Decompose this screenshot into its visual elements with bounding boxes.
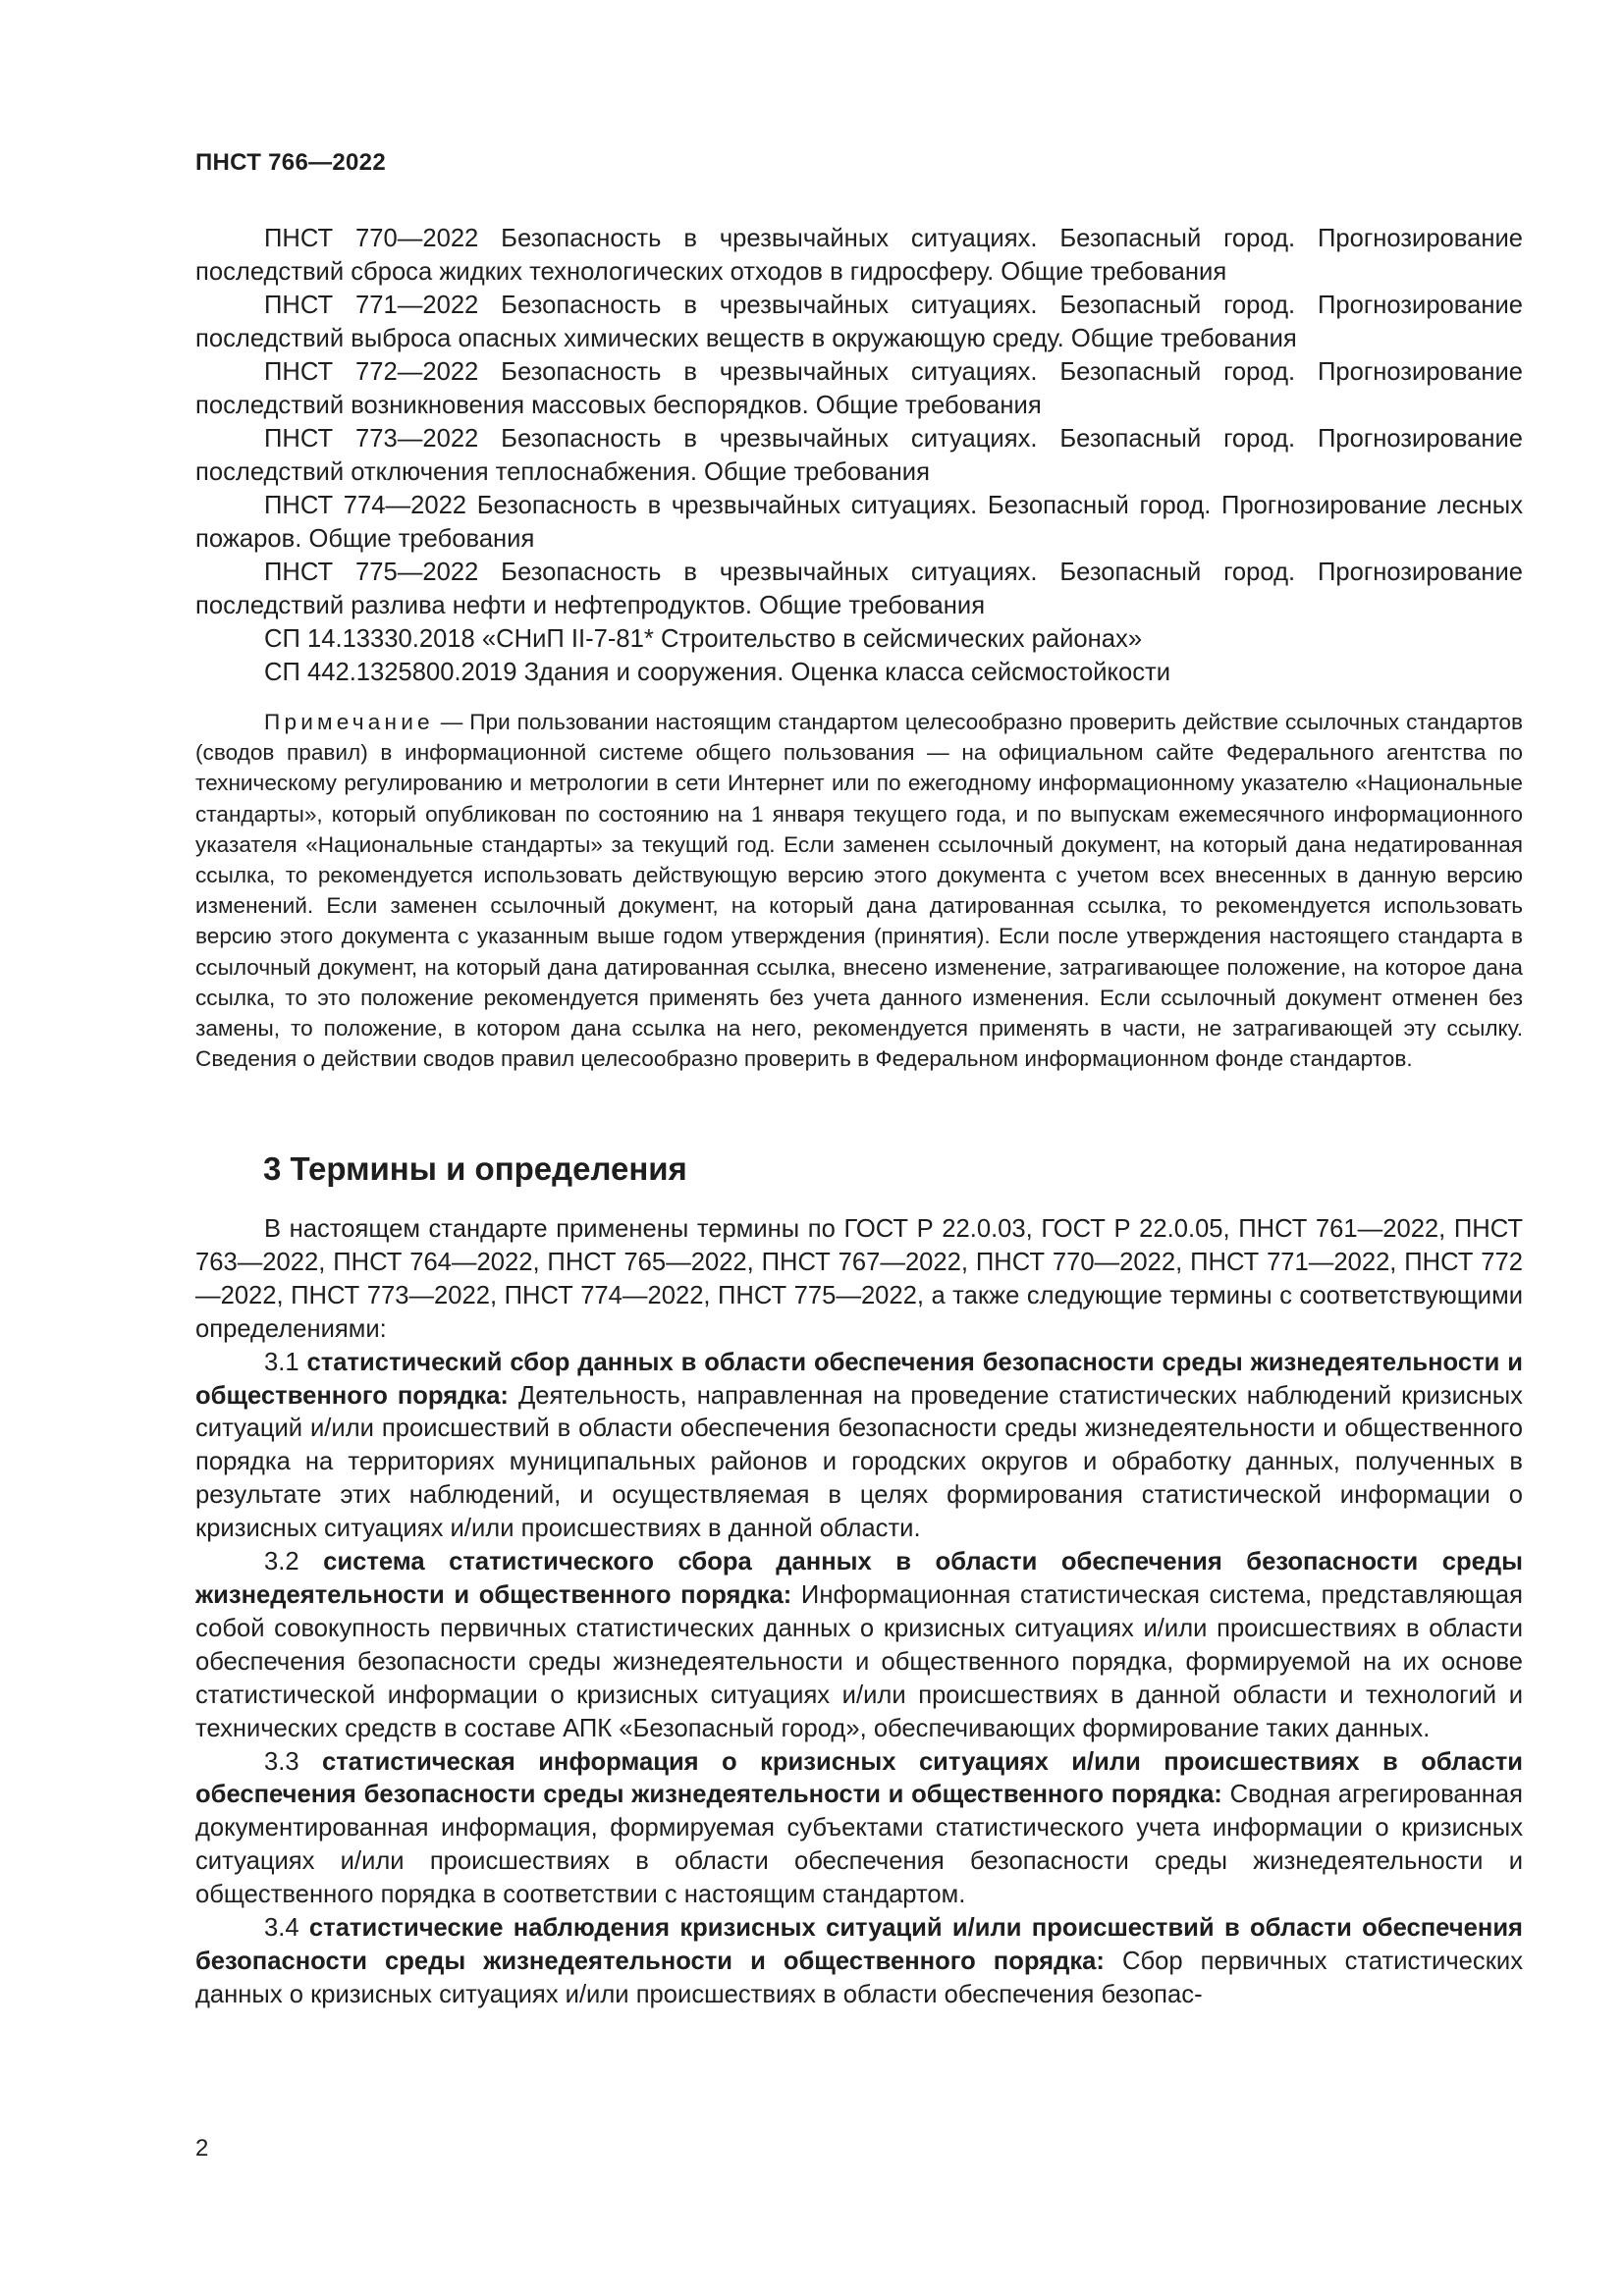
term-entry [195,1347,1523,1546]
page-number: 2 [195,2135,209,2162]
term-definition: Деятельность, направленная на проведение статистических наблюдений кризисных ситуаций и/или происшествий в области обеспечения безопасности среды жизнедеятельности и общественного порядка на территориях муниципальных районов и городских округов и обработку данных, полученных в результате этих наблюдений, и осуществляемая в целях формирования статистической информации о кризисных ситуациях и/или происшествиях в данной области. [195,1381,1523,1543]
normative-references-list [195,222,1523,689]
term-name: статистический сбор данных в области обеспечения безопасности среды жизнедеятельности и общественного порядка: [195,1348,1523,1410]
term-number: 3.4 [264,1914,299,1943]
term-definition: Сводная агрегированная документированная информация, формируемая субъектами статистического учета информации о кризисных ситуациях и/или происшествиях в области обеспечения безопасности среды жизнедеятельности и общественного порядка в соответствии с настоящим стандартом. [195,1781,1523,1909]
section-intro: В настоящем стандарте применены термины по ГОСТ Р 22.0.03, ГОСТ Р 22.0.05, ПНСТ 761—2022, ПНСТ 763—2022, ПНСТ 764—2022, ПНСТ 765—2022, ПНСТ 767—2022, ПНСТ 770—2022, ПНСТ 771—2022, ПНСТ 772—2022, ПНСТ 773—2022, ПНСТ 774—2022, ПНСТ 775—2022, а также следующие термины с соответствующими определениями: [195,1215,1523,1343]
term-definition: Сбор первичных статистических данных о кризисных ситуациях и/или происшествиях в области обеспечения безопас- [195,1947,1523,2008]
reference-item: ПНСТ 770—2022 Безопасность в чрезвычайных ситуациях. Безопасный город. Прогнозирование последствий сброса жидких технологических отходов в гидросферу. Общие требования [195,225,1523,286]
references-note [195,707,1523,1074]
term-name: система статистического сбора данных в области обеспечения безопасности среды жизнедеятельности и общественного порядка: [195,1548,1523,1609]
note-text: — При пользовании настоящим стандартом целесообразно проверить действие ссылочных стандартов (сводов правил) в информационной системе общего пользования — на официальном сайте Федерального агентства по техническому регулированию и метрологии в сети Интернет или по ежегодному информационному указателю «Национальные стандарты», который опубликован по состоянию на 1 января текущего года, и по выпускам ежемесячного информационного указателя «Национальные стандарты» за текущий год. Если заменен ссылочный документ, на который дана недатированная ссылка, то рекомендуется использовать действующую версию этого документа с учетом всех внесенных в данную версию изменений. Если заменен ссылочный документ, на который дана датированная ссылка, то рекомендуется использовать версию этого документа с указанным выше годом утверждения (принятия). Если после утверждения настоящего стандарта в ссылочный документ, на который дана датированная ссылка, внесено изменение, затрагивающее положение, на которое дана ссылка, то это положение рекомендуется применять без учета данного изменения. Если ссылочный документ отменен без замены, то положение, в котором дана ссылка на него, рекомендуется применять в части, не затрагивающей эту ссылку. Сведения о действии сводов правил целесообразно проверить в Федеральном информационном фонде стандартов. [195,710,1523,1072]
note-paragraph [195,707,1523,1074]
terms-section [195,1213,1523,2012]
reference-item: ПНСТ 773—2022 Безопасность в чрезвычайных ситуациях. Безопасный город. Прогнозирование последствий отключения теплоснабжения. Общие требования [195,425,1523,486]
reference-item: ПНСТ 775—2022 Безопасность в чрезвычайных ситуациях. Безопасный город. Прогнозирование последствий разлива нефти и нефтепродуктов. Общие требования [195,559,1523,619]
term-entry [195,1746,1523,1913]
reference-item: СП 14.13330.2018 «СНиП II-7-81* Строительство в сейсмических районах» [264,625,1143,653]
note-label: Примечание [264,710,434,734]
term-number: 3.3 [264,1747,299,1776]
term-entry [195,1912,1523,2012]
term-number: 3.2 [264,1548,299,1576]
reference-item: ПНСТ 772—2022 Безопасность в чрезвычайных ситуациях. Безопасный город. Прогнозирование последствий возникновения массовых беспорядков. Общие требования [195,358,1523,419]
term-number: 3.1 [264,1348,299,1376]
reference-item: СП 442.1325800.2019 Здания и сооружения. Оценка класса сейсмостойкости [264,659,1171,686]
term-entry [195,1546,1523,1745]
term-name: статистическая информация о кризисных ситуациях и/или происшествиях в области обеспечения безопасности среды жизнедеятельности и общественного порядка: [195,1747,1523,1809]
term-name: статистические наблюдения кризисных ситуаций и/или происшествий в области обеспечения безопасности среды жизнедеятельности и общественного порядка: [195,1914,1523,1975]
section-title: 3 Термины и определения [263,1150,687,1187]
reference-item: ПНСТ 771—2022 Безопасность в чрезвычайных ситуациях. Безопасный город. Прогнозирование последствий выброса опасных химических веществ в окружающую среду. Общие требования [195,292,1523,352]
term-definition: Информационная статистическая система, представляющая собой совокупность первичных статистических данных о кризисных ситуациях и/или происшествиях в области обеспечения безопасности среды жизнедеятельности и общественного порядка, формируемой на их основе статистической информации о кризисных ситуациях и/или происшествиях в данной области и технологий и технических средств в составе АПК «Безопасный город», обеспечивающих формирование таких данных. [195,1580,1523,1742]
reference-item: ПНСТ 774—2022 Безопасность в чрезвычайных ситуациях. Безопасный город. Прогнозирование лесных пожаров. Общие требования [195,492,1523,553]
document-code-header: ПНСТ 766—2022 [195,149,386,176]
